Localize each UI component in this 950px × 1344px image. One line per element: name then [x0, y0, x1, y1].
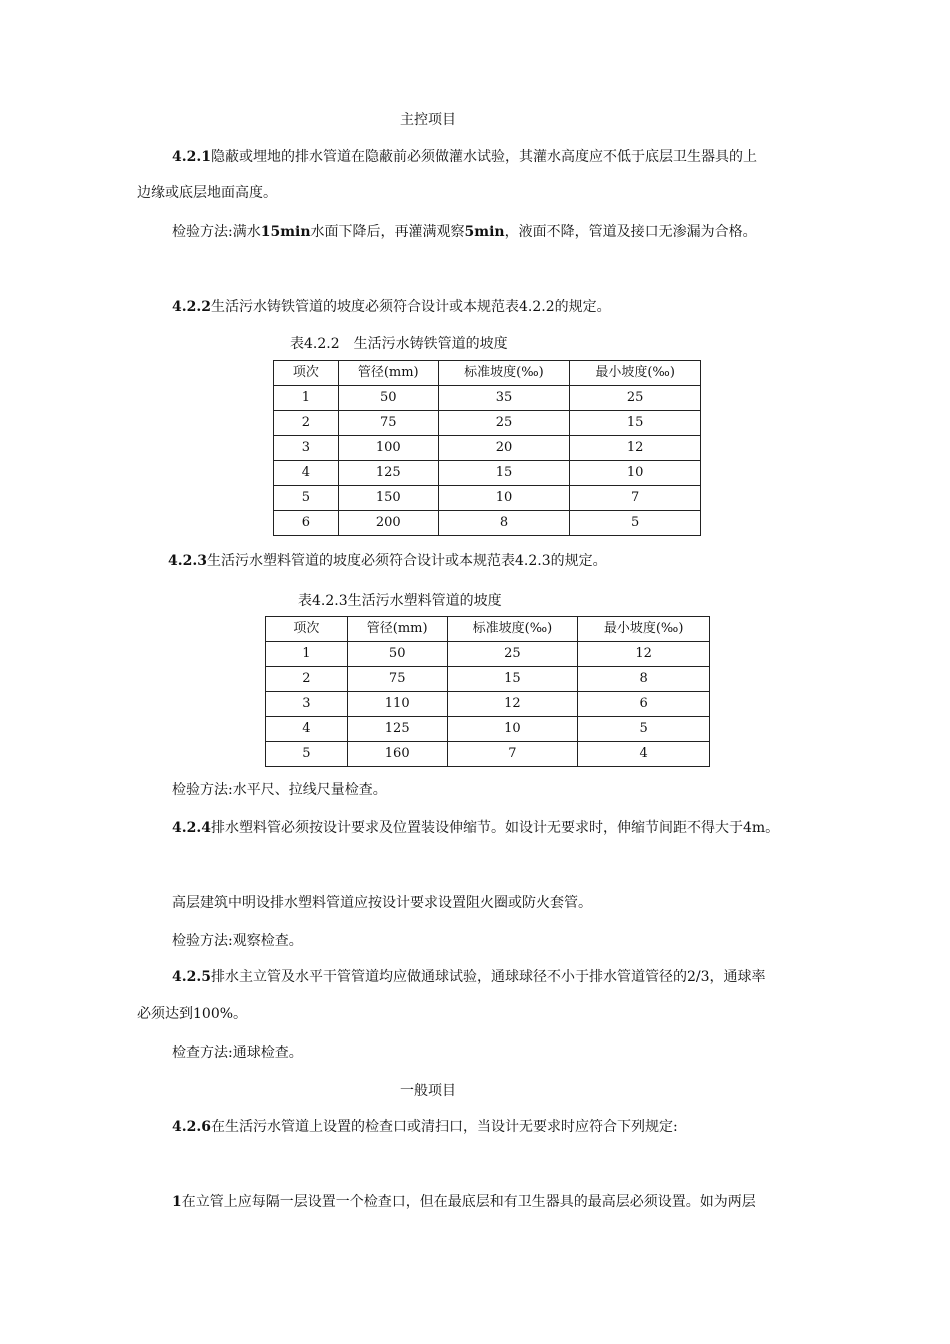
table-row [274, 461, 701, 486]
table-row [274, 386, 701, 411]
table-cell: 12 [447, 692, 578, 717]
table-4-2-3-caption: 表4.2.3生活污水塑料管道的坡度 [298, 593, 502, 609]
heading-main-items: 主控项目 [400, 112, 456, 128]
clause-4-2-1-cont: 边缘或底层地面高度。 [137, 185, 277, 201]
table-header-row [266, 617, 710, 642]
clause-4-2-6 [172, 1117, 678, 1137]
table-cell: 2 [274, 411, 339, 436]
table-cell: 50 [338, 386, 438, 411]
table-cell: 2 [266, 667, 348, 692]
table-4-2-3 [265, 616, 710, 767]
table-cell: 10 [570, 461, 701, 486]
check-text: 水面下降后，再灌满观察 [310, 224, 465, 240]
clause-number: 4.2.6 [172, 1119, 211, 1135]
table-cell: 12 [578, 642, 710, 667]
table-cell: 15 [438, 461, 570, 486]
table-cell: 6 [274, 511, 339, 536]
table-row [266, 667, 710, 692]
table-row [274, 436, 701, 461]
table-4-2-2-caption: 表4.2.2 生活污水铸铁管道的坡度 [290, 336, 508, 352]
table-row [266, 717, 710, 742]
clause-text: 生活污水铸铁管道的坡度必须符合设计或本规范表4.2.2的规定。 [210, 299, 611, 315]
header-cell: 标准坡度(‰) [438, 361, 570, 386]
clause-text: 排水主立管及水平干管管道均应做通球试验，通球球径不小于排水管道管径的2/3，通球率 [210, 969, 766, 985]
clause-4-2-2 [172, 297, 611, 317]
clause-4-2-4 [172, 818, 779, 838]
header-cell: 管径(mm) [347, 617, 447, 642]
table-cell: 4 [266, 717, 348, 742]
header-cell: 最小坡度(‰) [578, 617, 710, 642]
check-value: 15min [260, 224, 311, 240]
table-cell: 160 [347, 742, 447, 767]
table-cell: 8 [438, 511, 570, 536]
table-cell: 125 [338, 461, 438, 486]
clause-number: 4.2.1 [172, 149, 211, 165]
header-cell: 管径(mm) [338, 361, 438, 386]
clause-text: 排水塑料管必须按设计要求及位置装设伸缩节。如设计无要求时，伸缩节间距不得大于4m。 [210, 820, 780, 836]
check-value: 5min [464, 224, 505, 240]
clause-number: 4.2.4 [172, 820, 211, 836]
table-cell: 110 [347, 692, 447, 717]
table-cell: 5 [570, 511, 701, 536]
table-row [274, 411, 701, 436]
table-cell: 1 [274, 386, 339, 411]
table-cell: 5 [274, 486, 339, 511]
check-method-ball: 检查方法:通球检查。 [172, 1045, 303, 1061]
clause-4-2-6-item-1 [172, 1192, 756, 1212]
table-cell: 10 [447, 717, 578, 742]
clause-text: 在生活污水管道上设置的检查口或清扫口，当设计无要求时应符合下列规定: [210, 1119, 678, 1135]
clause-4-2-3 [168, 551, 607, 571]
table-cell: 7 [447, 742, 578, 767]
table-cell: 25 [438, 411, 570, 436]
table-row [266, 642, 710, 667]
table-row [274, 486, 701, 511]
table-cell: 3 [274, 436, 339, 461]
table-cell: 1 [266, 642, 348, 667]
item-text: 在立管上应每隔一层设置一个检查口，但在最底层和有卫生器具的最高层必须设置。如为两层 [181, 1194, 756, 1210]
table-cell: 125 [347, 717, 447, 742]
clause-number: 4.2.3 [168, 553, 207, 569]
header-cell: 项次 [274, 361, 339, 386]
clause-4-2-5-cont: 必须达到100%。 [137, 1006, 248, 1022]
table-row [266, 742, 710, 767]
table-cell: 3 [266, 692, 348, 717]
table-cell: 100 [338, 436, 438, 461]
table-4-2-2 [273, 360, 701, 536]
header-cell: 最小坡度(‰) [570, 361, 701, 386]
table-cell: 4 [274, 461, 339, 486]
table-cell: 6 [578, 692, 710, 717]
table-header-row [274, 361, 701, 386]
table-cell: 4 [578, 742, 710, 767]
check-text: 检验方法:满水 [172, 224, 261, 240]
table-cell: 5 [578, 717, 710, 742]
table-row [266, 692, 710, 717]
check-method-4-2-1 [172, 222, 757, 242]
table-cell: 7 [570, 486, 701, 511]
heading-general-items: 一般项目 [400, 1083, 456, 1099]
table-cell: 15 [570, 411, 701, 436]
clause-text: 生活污水塑料管道的坡度必须符合设计或本规范表4.2.3的规定。 [206, 553, 607, 569]
clause-text: 隐蔽或埋地的排水管道在隐蔽前必须做灌水试验，其灌水高度应不低于底层卫生器具的上 [210, 149, 757, 165]
table-cell: 8 [578, 667, 710, 692]
check-method-observe: 检验方法:观察检查。 [172, 933, 303, 949]
check-method-level: 检验方法:水平尺、拉线尺量检查。 [172, 782, 387, 798]
table-cell: 75 [338, 411, 438, 436]
header-cell: 项次 [266, 617, 348, 642]
table-cell: 20 [438, 436, 570, 461]
table-cell: 5 [266, 742, 348, 767]
clause-number: 4.2.5 [172, 969, 211, 985]
table-cell: 25 [447, 642, 578, 667]
table-cell: 10 [438, 486, 570, 511]
table-cell: 35 [438, 386, 570, 411]
check-text: ，液面不降，管道及接口无渗漏为合格。 [504, 224, 757, 240]
table-cell: 15 [447, 667, 578, 692]
table-cell: 25 [570, 386, 701, 411]
item-number: 1 [172, 1194, 182, 1210]
table-cell: 75 [347, 667, 447, 692]
table-cell: 12 [570, 436, 701, 461]
table-row [274, 511, 701, 536]
clause-number: 4.2.2 [172, 299, 211, 315]
table-cell: 150 [338, 486, 438, 511]
clause-4-2-5 [172, 967, 766, 987]
table-cell: 200 [338, 511, 438, 536]
table-cell: 50 [347, 642, 447, 667]
header-cell: 标准坡度(‰) [447, 617, 578, 642]
clause-4-2-1 [172, 147, 757, 167]
clause-4-2-4-fire: 高层建筑中明设排水塑料管道应按设计要求设置阻火圈或防火套管。 [172, 895, 592, 911]
